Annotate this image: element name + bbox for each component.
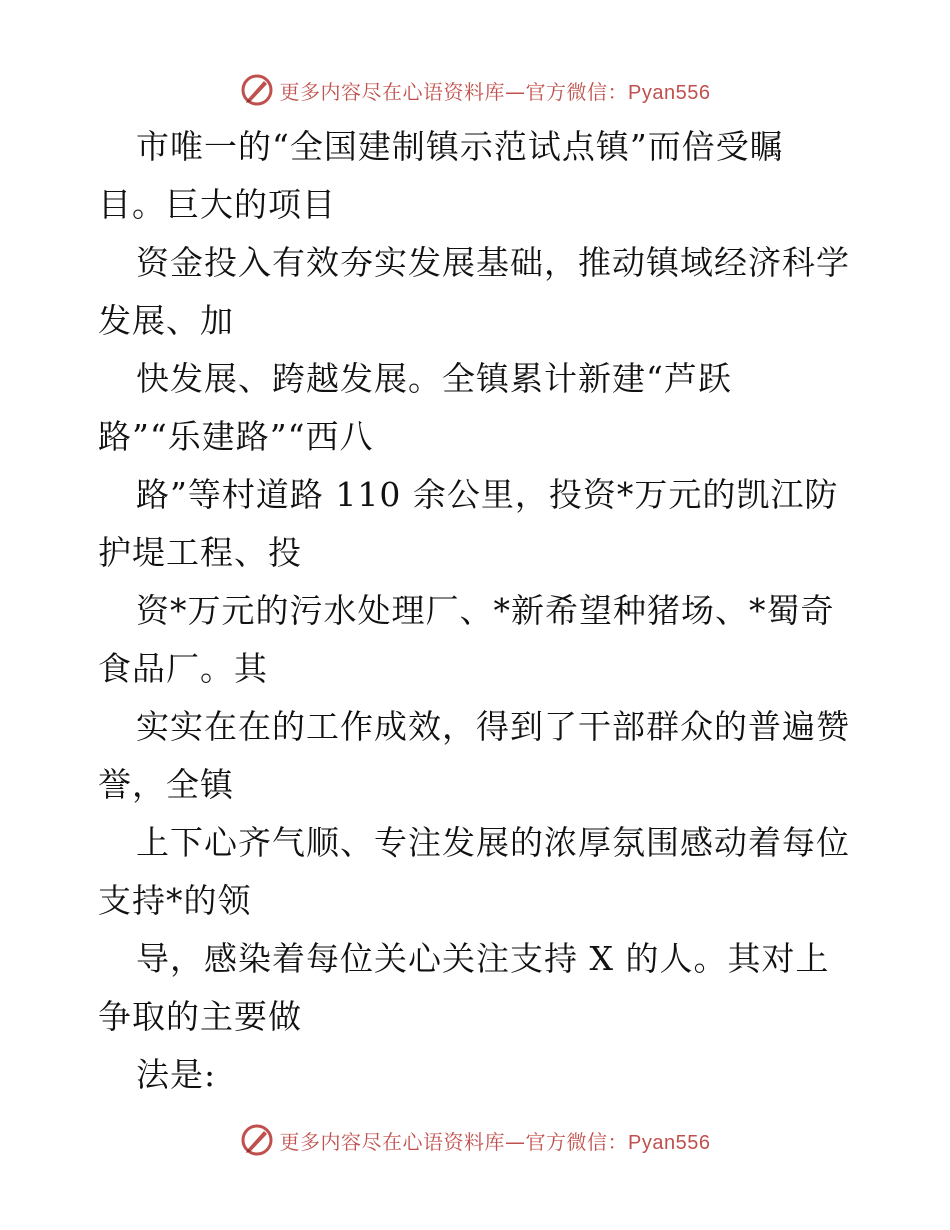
text-line: 路”等村道路 110 余公里，投资*万元的凯江防 [136, 475, 839, 514]
text-line: 护堤工程、投 [98, 533, 302, 572]
text-line: 市唯一的“全国建制镇示范试点镇”而倍受瞩 [136, 127, 784, 166]
text-line: 法是: [136, 1055, 217, 1094]
watermark-text: 更多内容尽在心语资料库—官方微信：Pyan556 [279, 1129, 711, 1154]
text-line: 路”“乐建路”“西八 [98, 417, 374, 456]
text-line: 上下心齐气顺、专注发展的浓厚氛围感动着每位 [136, 823, 850, 862]
text-line: 资*万元的污水处理厂、*新希望种猪场、*蜀奇 [136, 591, 835, 630]
text-line: 实实在在的工作成效，得到了干部群众的普遍赞 [136, 707, 850, 746]
text-line: 誉，全镇 [98, 765, 234, 804]
footer-watermark [0, 1122, 950, 1158]
text-line: 食品厂。其 [98, 649, 268, 688]
watermark-text: 更多内容尽在心语资料库—官方微信：Pyan556 [279, 79, 711, 104]
quill-pen-logo-icon [240, 73, 274, 107]
header-watermark [0, 72, 950, 108]
text-line: 发展、加 [98, 301, 234, 340]
text-line: 资金投入有效夯实发展基础，推动镇域经济科学 [136, 243, 850, 282]
text-line: 争取的主要做 [98, 997, 302, 1036]
text-line: 目。巨大的项目 [98, 185, 336, 224]
quill-pen-logo-icon [240, 1123, 274, 1157]
text-line: 导，感染着每位关心关注支持 X 的人。其对上 [136, 939, 830, 978]
document-body [98, 118, 858, 1104]
text-line: 支持*的领 [98, 881, 252, 920]
text-line: 快发展、跨越发展。全镇累计新建“芦跃 [136, 359, 732, 398]
